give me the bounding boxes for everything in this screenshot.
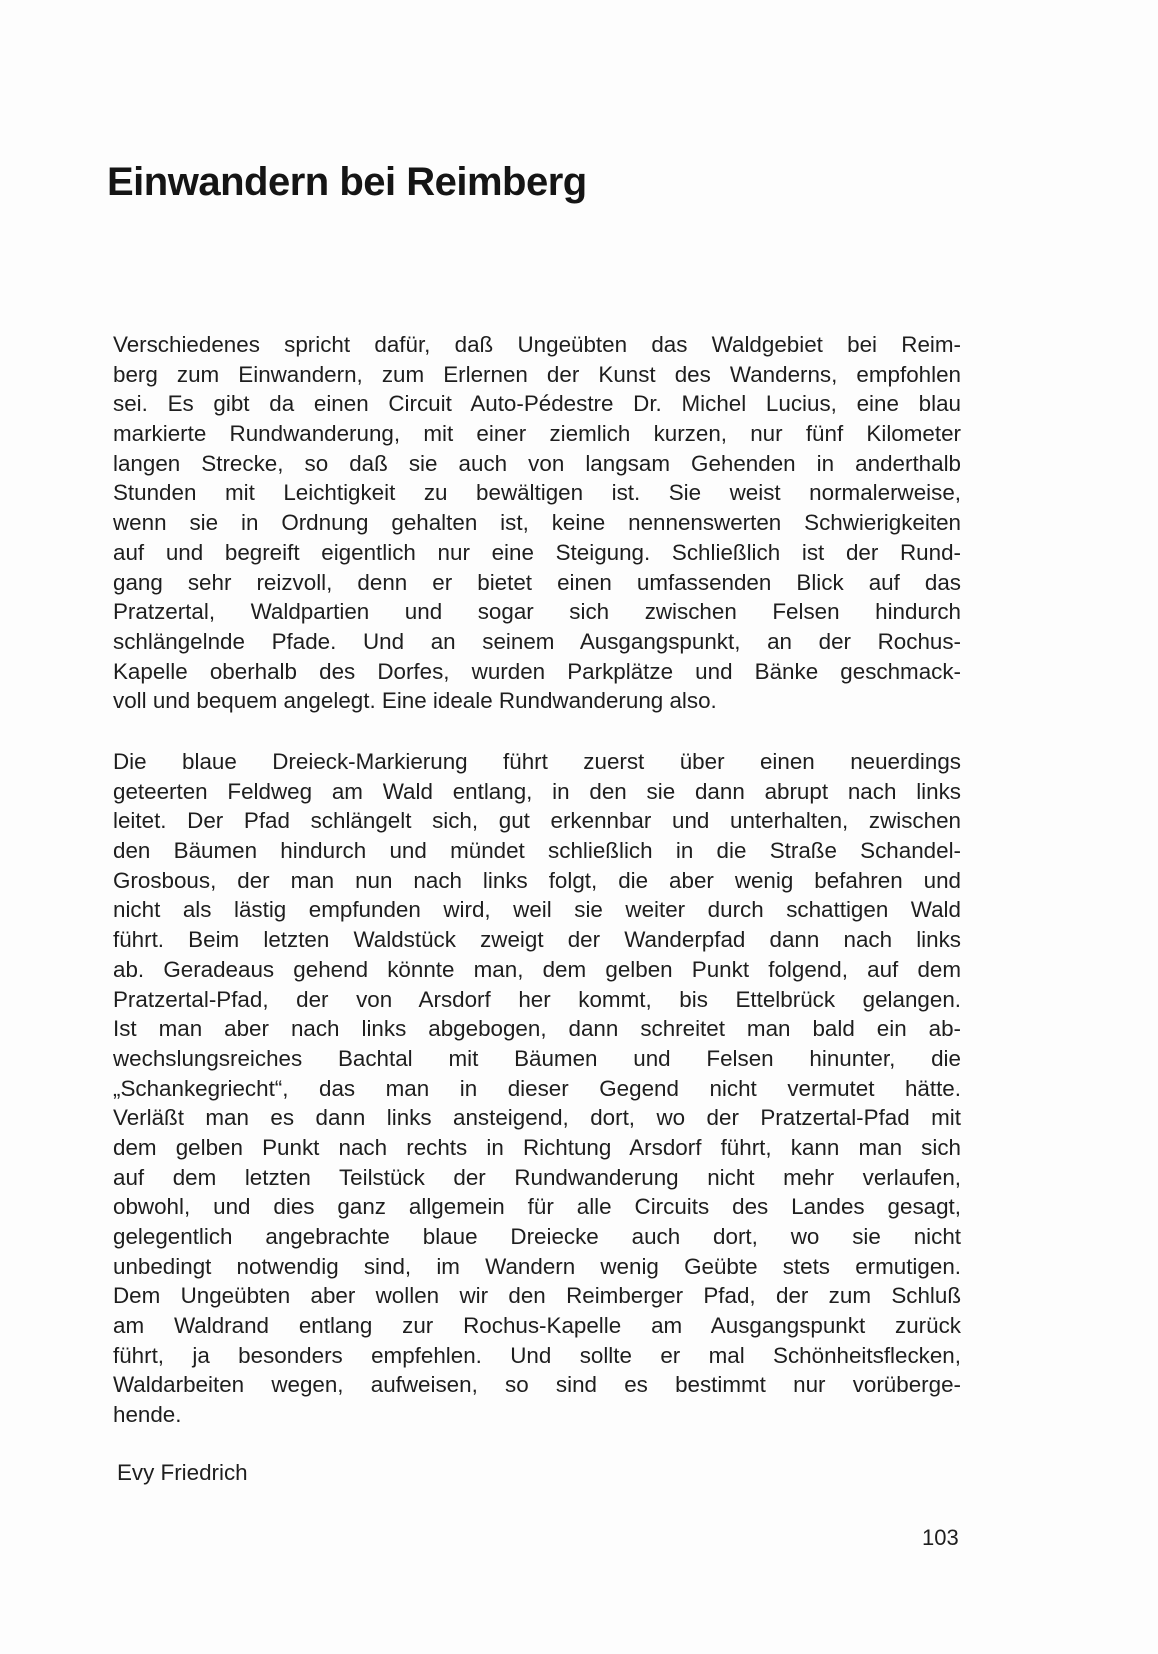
paragraph-1 <box>113 330 961 716</box>
text-line: dem gelben Punkt nach rechts in Richtung Arsdorf führt, kann man sich <box>113 1134 961 1160</box>
text-line: obwohl, und dies ganz allgemein für alle Circuits des Landes gesagt, <box>113 1194 961 1220</box>
text-line: ab. Geradeaus gehend könnte man, dem gelben Punkt folgend, auf dem <box>113 956 961 982</box>
text-line: wenn sie in Ordnung gehalten ist, keine nennenswerten Schwierigkeiten <box>113 510 961 536</box>
text-line: „Schankegriecht“, das man in dieser Gegend nicht vermutet hätte. <box>113 1075 961 1101</box>
text-line: wechslungsreiches Bachtal mit Bäumen und Felsen hinunter, die <box>113 1045 961 1071</box>
text-line: markierte Rundwanderung, mit einer ziemlich kurzen, nur fünf Kilometer <box>113 421 961 447</box>
paragraph-2 <box>113 747 961 1430</box>
text-line: gelegentlich angebrachte blaue Dreiecke auch dort, wo sie nicht <box>113 1224 961 1249</box>
text-line: gang sehr reizvoll, denn er bietet einen umfassenden Blick auf das <box>113 569 961 595</box>
text-line: nicht als lästig empfunden wird, weil sie weiter durch schattigen Wald <box>113 897 961 923</box>
text-line: den Bäumen hindurch und mündet schließlich in die Straße Schandel- <box>113 838 961 864</box>
text-line: schlängelnde Pfade. Und an seinem Ausgangspunkt, an der Rochus- <box>113 628 961 654</box>
article-title: Einwandern bei Reimberg <box>107 160 587 204</box>
text-line: Grosbous, der man nun nach links folgt, die aber wenig befahren und <box>113 867 961 893</box>
page-number: 103 <box>922 1525 959 1550</box>
text-line: Verschiedenes spricht dafür, daß Ungeübten das Waldgebiet bei Reim- <box>113 332 961 357</box>
text-line: führt, ja besonders empfehlen. Und sollte er mal Schönheitsflecken, <box>113 1342 961 1368</box>
text-line: sei. Es gibt da einen Circuit Auto-Pédestre Dr. Michel Lucius, eine blau <box>113 391 961 417</box>
text-line: Pratzertal-Pfad, der von Arsdorf her kommt, bis Ettelbrück gelangen. <box>113 986 961 1012</box>
text-line: berg zum Einwandern, zum Erlernen der Kunst des Wanderns, empfohlen <box>113 361 961 387</box>
author-name: Evy Friedrich <box>117 1460 248 1485</box>
text-line: Kapelle oberhalb des Dorfes, wurden Parkplätze und Bänke geschmack- <box>113 658 961 684</box>
text-line: Waldarbeiten wegen, aufweisen, so sind es bestimmt nur vorüberge- <box>113 1372 961 1398</box>
text-line: geteerten Feldweg am Wald entlang, in den sie dann abrupt nach links <box>113 778 961 804</box>
text-line: langen Strecke, so daß sie auch von langsam Gehenden in anderthalb <box>113 450 961 476</box>
text-line: Dem Ungeübten aber wollen wir den Reimberger Pfad, der zum Schluß <box>113 1283 961 1309</box>
text-line: voll und bequem angelegt. Eine ideale Rundwanderung also. <box>113 688 717 714</box>
text-line: Stunden mit Leichtigkeit zu bewältigen ist. Sie weist normalerweise, <box>113 480 961 506</box>
text-line: auf und begreift eigentlich nur eine Steigung. Schließlich ist der Rund- <box>113 539 961 565</box>
text-line: auf dem letzten Teilstück der Rundwanderung nicht mehr verlaufen, <box>113 1164 961 1190</box>
text-line: führt. Beim letzten Waldstück zweigt der Wanderpfad dann nach links <box>113 927 961 953</box>
text-line: Pratzertal, Waldpartien und sogar sich zwischen Felsen hindurch <box>113 599 961 625</box>
text-line: am Waldrand entlang zur Rochus-Kapelle am Ausgangspunkt zurück <box>113 1313 961 1339</box>
text-line: Die blaue Dreieck-Markierung führt zuerst über einen neuerdings <box>113 749 961 774</box>
text-line: Verläßt man es dann links ansteigend, dort, wo der Pratzertal-Pfad mit <box>113 1105 961 1131</box>
text-line: hende. <box>113 1402 182 1428</box>
text-line: Ist man aber nach links abgebogen, dann schreitet man bald ein ab- <box>113 1016 961 1042</box>
text-line: unbedingt notwendig sind, im Wandern wenig Geübte stets ermutigen. <box>113 1253 961 1279</box>
text-line: leitet. Der Pfad schlängelt sich, gut erkennbar und unterhalten, zwischen <box>113 808 961 834</box>
